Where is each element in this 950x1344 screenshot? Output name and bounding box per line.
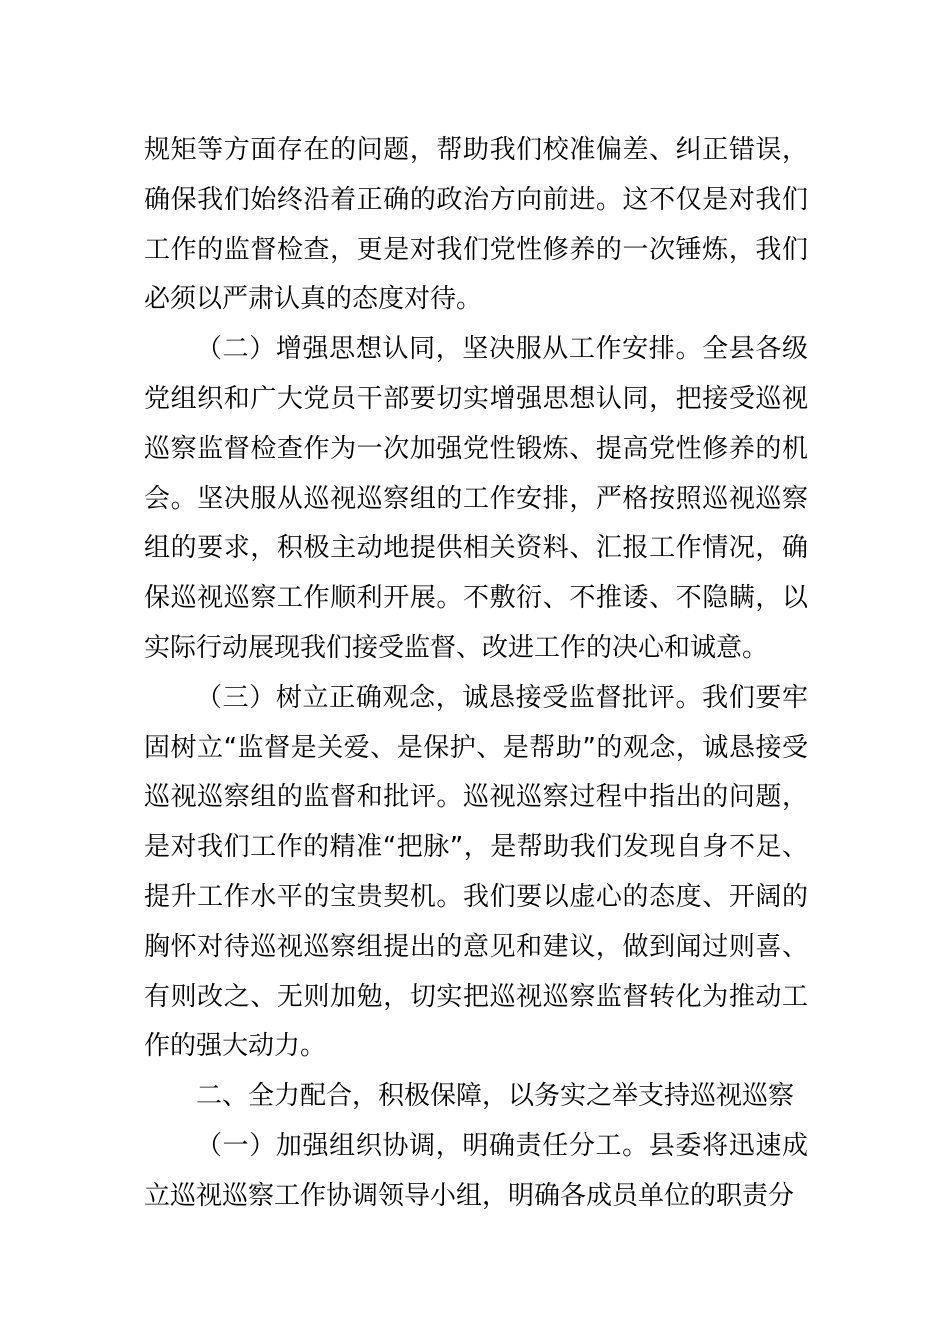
paragraph-subsection-1: （一）加强组织协调，明确责任分工。县委将迅速成立巡视巡察工作协调领导小组，明确各成员单位的职责分	[144, 1130, 808, 1211]
section-heading: 二、全力配合，积极保障，以务实之举支持巡视巡察	[196, 1081, 795, 1112]
paragraph-section-2: （二）增强思想认同，坚决服从工作安排。全县各级党组织和广大党员干部要切实增强思想认同，把接受巡视巡察监督检查作为一次加强党性锻炼、提高党性修养的机会。坚决服从巡视巡察组的工作安排，严格按照巡视巡察组的要求，积极主动地提供相关资料、汇报工作情况，确保巡视巡察工作顺利开展。不敷衍、不推诿、不隐瞒，以实际行动展现我们接受监督、改进工作的决心和诚意。	[144, 334, 808, 663]
document-body	[144, 126, 808, 1222]
paragraph-section-3: （三）树立正确观念，诚恳接受监督批评。我们要牢固树立“监督是关爱、是保护、是帮助”的观念，诚恳接受巡视巡察组的监督和批评。巡视巡察过程中指出的问题，是对我们工作的精准“把脉”，是帮助我们发现自身不足、提升工作水平的宝贵契机。我们要以虚心的态度、开阔的胸怀对待巡视巡察组提出的意见和建议，做到闻过则喜、有则改之、无则加勉，切实把巡视巡察监督转化为推动工作的强大动力。	[144, 682, 808, 1062]
paragraph-continuation: 规矩等方面存在的问题，帮助我们校准偏差、纠正错误，确保我们始终沿着正确的政治方向前进。这不仅是对我们工作的监督检查，更是对我们党性修养的一次锤炼，我们必须以严肃认真的态度对待。	[144, 135, 808, 315]
